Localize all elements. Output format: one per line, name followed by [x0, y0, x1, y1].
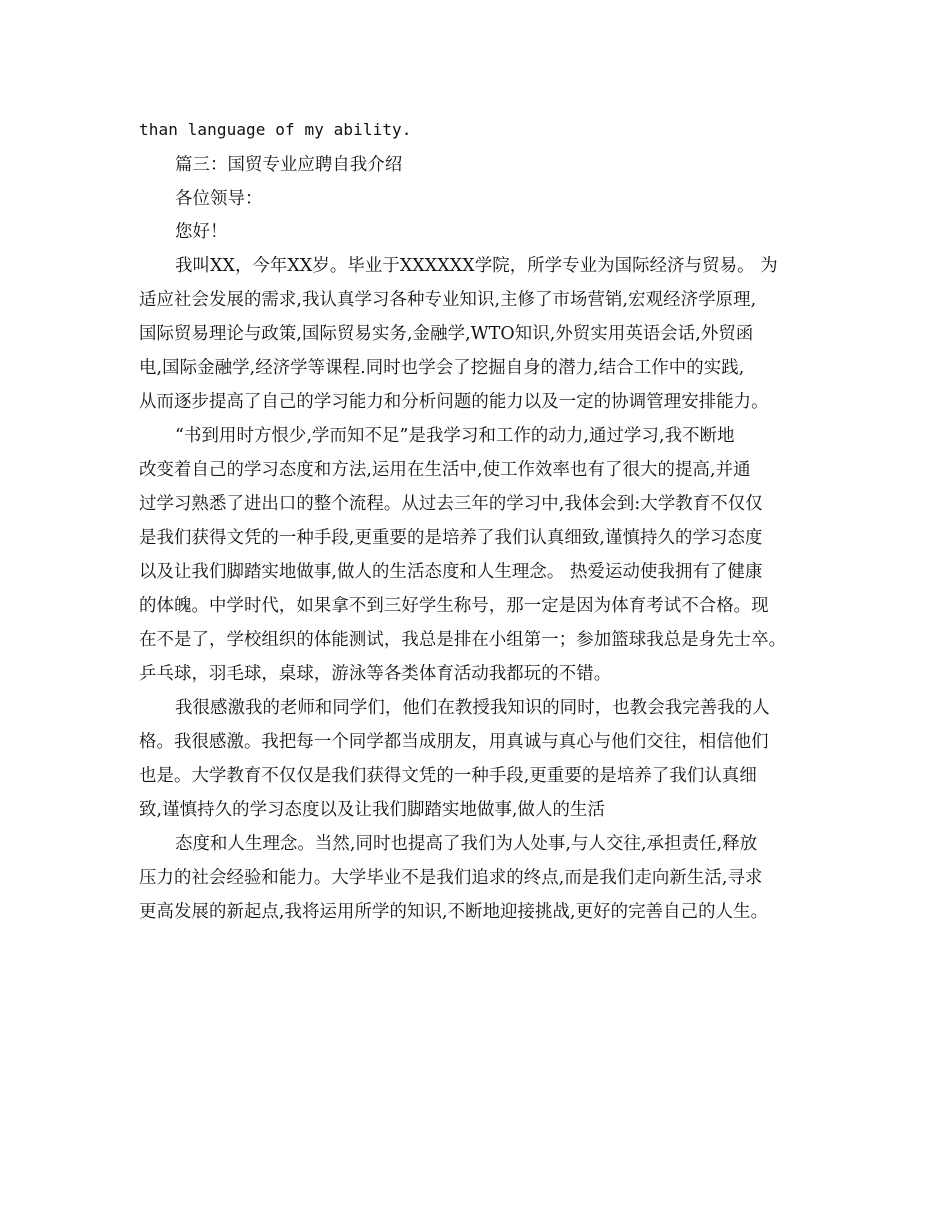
text-line: 改变着自己的学习态度和方法,运用在生活中,使工作效率也有了很大的提高,并通 [139, 460, 751, 480]
text-line: 过学习熟悉了进出口的整个流程。从过去三年的学习中,我体会到:大学教育不仅仅 [139, 494, 763, 514]
text-line: 的体魄。中学时代，如果拿不到三好学生称号，那一定是因为体育考试不合格。现 [139, 596, 769, 616]
text-line: 是我们获得文凭的一种手段,更重要的是培养了我们认真细致,谨慎持久的学习态度 [139, 528, 763, 548]
text-line: 从而逐步提高了自己的学习能力和分析问题的能力以及一定的协调管理安排能力。 [139, 392, 769, 412]
text-line: 乒乓球，羽毛球，桌球，游泳等各类体育活动我都玩的不错。 [139, 664, 612, 684]
text-line: 更高发展的新起点,我将运用所学的知识,不断地迎接挑战,更好的完善自己的人生。 [139, 902, 769, 922]
text-line: 致,谨慎持久的学习态度以及让我们脚踏实地做事,做人的生活 [139, 800, 606, 820]
text-line: 国际贸易理论与政策,国际贸易实务,金融学,WTO知识,外贸实用英语会话,外贸函 [139, 324, 754, 344]
text-line: 压力的社会经验和能力。大学毕业不是我们追求的终点,而是我们走向新生活,寻求 [139, 868, 763, 888]
text-line: 也是。大学教育不仅仅是我们获得文凭的一种手段,更重要的是培养了我们认真细 [139, 766, 757, 786]
text-line: 态度和人生理念。当然,同时也提高了我们为人处事,与人交往,承担责任,释放 [175, 834, 758, 854]
text-line: 我叫XX，今年XX岁。毕业于XXXXXX学院，所学专业为国际经济与贸易。 为 [175, 256, 778, 276]
salutation: 各位领导： [175, 189, 263, 209]
text-line: 以及让我们脚踏实地做事,做人的生活态度和人生理念。 热爱运动使我拥有了健康 [139, 562, 763, 582]
text-line: 格。我很感激。我把每一个同学都当成朋友，用真诚与真心与他们交往，相信他们 [139, 732, 769, 752]
text-line: 在不是了，学校组织的体能测试，我总是排在小组第一；参加篮球我总是身先士卒。 [139, 630, 787, 650]
text-line: 电,国际金融学,经济学等课程.同时也学会了挖掘自身的潜力,结合工作中的实践, [139, 358, 745, 378]
text-line: than language of my ability. [139, 120, 412, 139]
text-line: “书到用时方恨少,学而知不足”是我学习和工作的动力,通过学习,我不断地 [175, 426, 735, 446]
text-line: 我很感激我的老师和同学们，他们在教授我知识的同时，也教会我完善我的人 [175, 698, 770, 718]
greeting: 您好！ [175, 222, 228, 242]
section-heading: 篇三：国贸专业应聘自我介绍 [175, 155, 403, 175]
text-line: 适应社会发展的需求,我认真学习各种专业知识,主修了市场营销,宏观经济学原理, [139, 290, 757, 310]
